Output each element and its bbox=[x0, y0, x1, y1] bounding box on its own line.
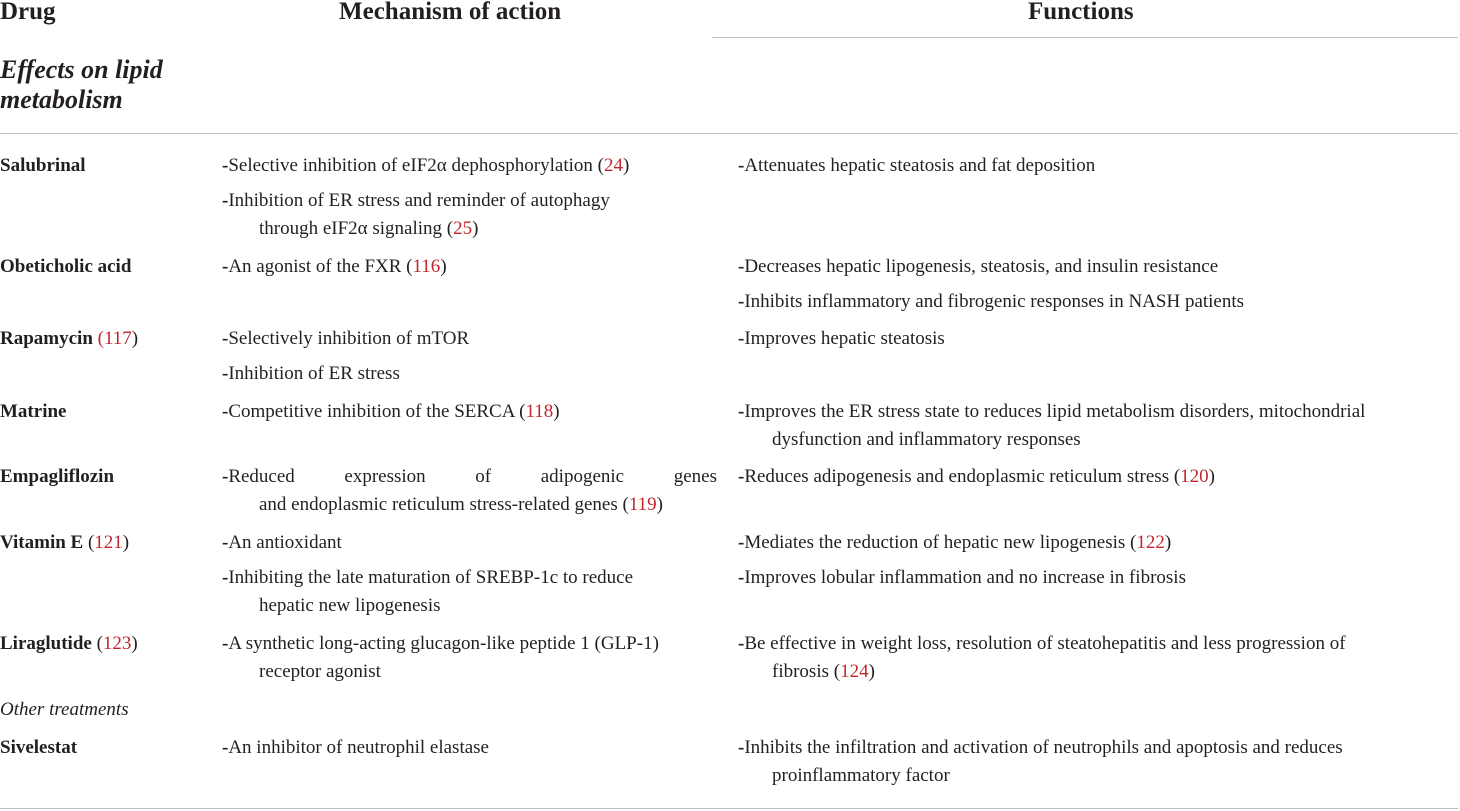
drug-rapamycin: Rapamycin (117) bbox=[0, 328, 139, 349]
mechanism-item: -Inhibition of ER stress bbox=[222, 363, 400, 384]
mechanism-item: -An agonist of the FXR (116) bbox=[222, 256, 447, 277]
reference-link[interactable]: 25 bbox=[453, 218, 473, 239]
mechanism-item: -Competitive inhibition of the SERCA (118) bbox=[222, 401, 560, 422]
reference-link[interactable]: 124 bbox=[840, 661, 869, 682]
function-item: -Improves lobular inflammation and no increase in fibrosis bbox=[738, 567, 1186, 588]
drug-vitamin-e: Vitamin E (121) bbox=[0, 532, 130, 553]
drug-sivelestat: Sivelestat bbox=[0, 737, 78, 758]
reference-link[interactable]: 118 bbox=[525, 401, 554, 422]
section-heading-other: Other treatments bbox=[0, 699, 129, 720]
header-subrule bbox=[712, 37, 1458, 38]
mechanism-item: -Inhibition of ER stress and reminder of autophagy bbox=[222, 190, 610, 211]
section-heading-lipid: Effects on lipid metabolism bbox=[0, 55, 163, 114]
mechanism-item: -An inhibitor of neutrophil elastase bbox=[222, 737, 489, 758]
reference-link[interactable]: 122 bbox=[1136, 532, 1165, 553]
reference-link[interactable]: 120 bbox=[1180, 466, 1209, 487]
drug-obeticholic-acid: Obeticholic acid bbox=[0, 256, 132, 277]
function-item: -Be effective in weight loss, resolution of steatohepatitis and less progression of bbox=[738, 633, 1346, 654]
reference-link[interactable]: 123 bbox=[102, 633, 132, 654]
function-item: -Improves hepatic steatosis bbox=[738, 328, 945, 349]
function-item: -Decreases hepatic lipogenesis, steatosis, and insulin resistance bbox=[738, 256, 1219, 277]
reference-link[interactable]: 24 bbox=[603, 155, 623, 176]
mechanism-item: -Selectively inhibition of mTOR bbox=[222, 328, 470, 349]
function-item: -Reduces adipogenesis and endoplasmic reticulum stress (120) bbox=[738, 466, 1215, 487]
mechanism-item: -Selective inhibition of eIF2α dephosphorylation (24) bbox=[222, 155, 630, 176]
mechanism-item: -Inhibiting the late maturation of SREBP-1c to reduce bbox=[222, 567, 634, 588]
reference-link[interactable]: 116 bbox=[412, 256, 441, 277]
reference-link[interactable]: 121 bbox=[94, 532, 123, 553]
function-item-cont: proinflammatory factor bbox=[772, 765, 950, 786]
drug-empagliflozin: Empagliflozin bbox=[0, 466, 115, 487]
column-header-functions: Functions bbox=[1028, 0, 1134, 25]
reference-link[interactable]: 117 bbox=[103, 328, 132, 349]
mechanism-item: -An antioxidant bbox=[222, 532, 342, 553]
column-header-mechanism: Mechanism of action bbox=[339, 0, 562, 25]
function-item-cont: dysfunction and inflammatory responses bbox=[772, 429, 1081, 450]
function-item-cont: fibrosis (124) bbox=[772, 661, 875, 682]
mechanism-item-cont: and endoplasmic reticulum stress-related genes (119) bbox=[259, 494, 663, 515]
drug-liraglutide: Liraglutide (123) bbox=[0, 633, 138, 654]
mechanism-item-cont: hepatic new lipogenesis bbox=[259, 595, 441, 616]
mechanism-item: -Reduced expression of adipogenic genes bbox=[222, 466, 717, 487]
function-item: -Improves the ER stress state to reduces lipid metabolism disorders, mitochondrial bbox=[738, 401, 1366, 422]
mechanism-item-cont: receptor agonist bbox=[259, 661, 381, 682]
mechanism-item: -A synthetic long-acting glucagon-like peptide 1 (GLP-1) bbox=[222, 633, 659, 654]
mechanism-item-cont: through eIF2α signaling (25) bbox=[259, 218, 479, 239]
function-item: -Attenuates hepatic steatosis and fat deposition bbox=[738, 155, 1096, 176]
drug-salubrinal: Salubrinal bbox=[0, 155, 86, 176]
function-item: -Mediates the reduction of hepatic new lipogenesis (122) bbox=[738, 532, 1172, 553]
column-header-drug: Drug bbox=[0, 0, 56, 25]
function-item: -Inhibits the infiltration and activation of neutrophils and apoptosis and reduces bbox=[738, 737, 1343, 758]
reference-link[interactable]: 119 bbox=[628, 494, 657, 515]
drug-matrine: Matrine bbox=[0, 401, 67, 422]
header-rule bbox=[0, 133, 1458, 134]
table-bottom-rule bbox=[0, 808, 1458, 809]
function-item: -Inhibits inflammatory and fibrogenic responses in NASH patients bbox=[738, 291, 1245, 312]
